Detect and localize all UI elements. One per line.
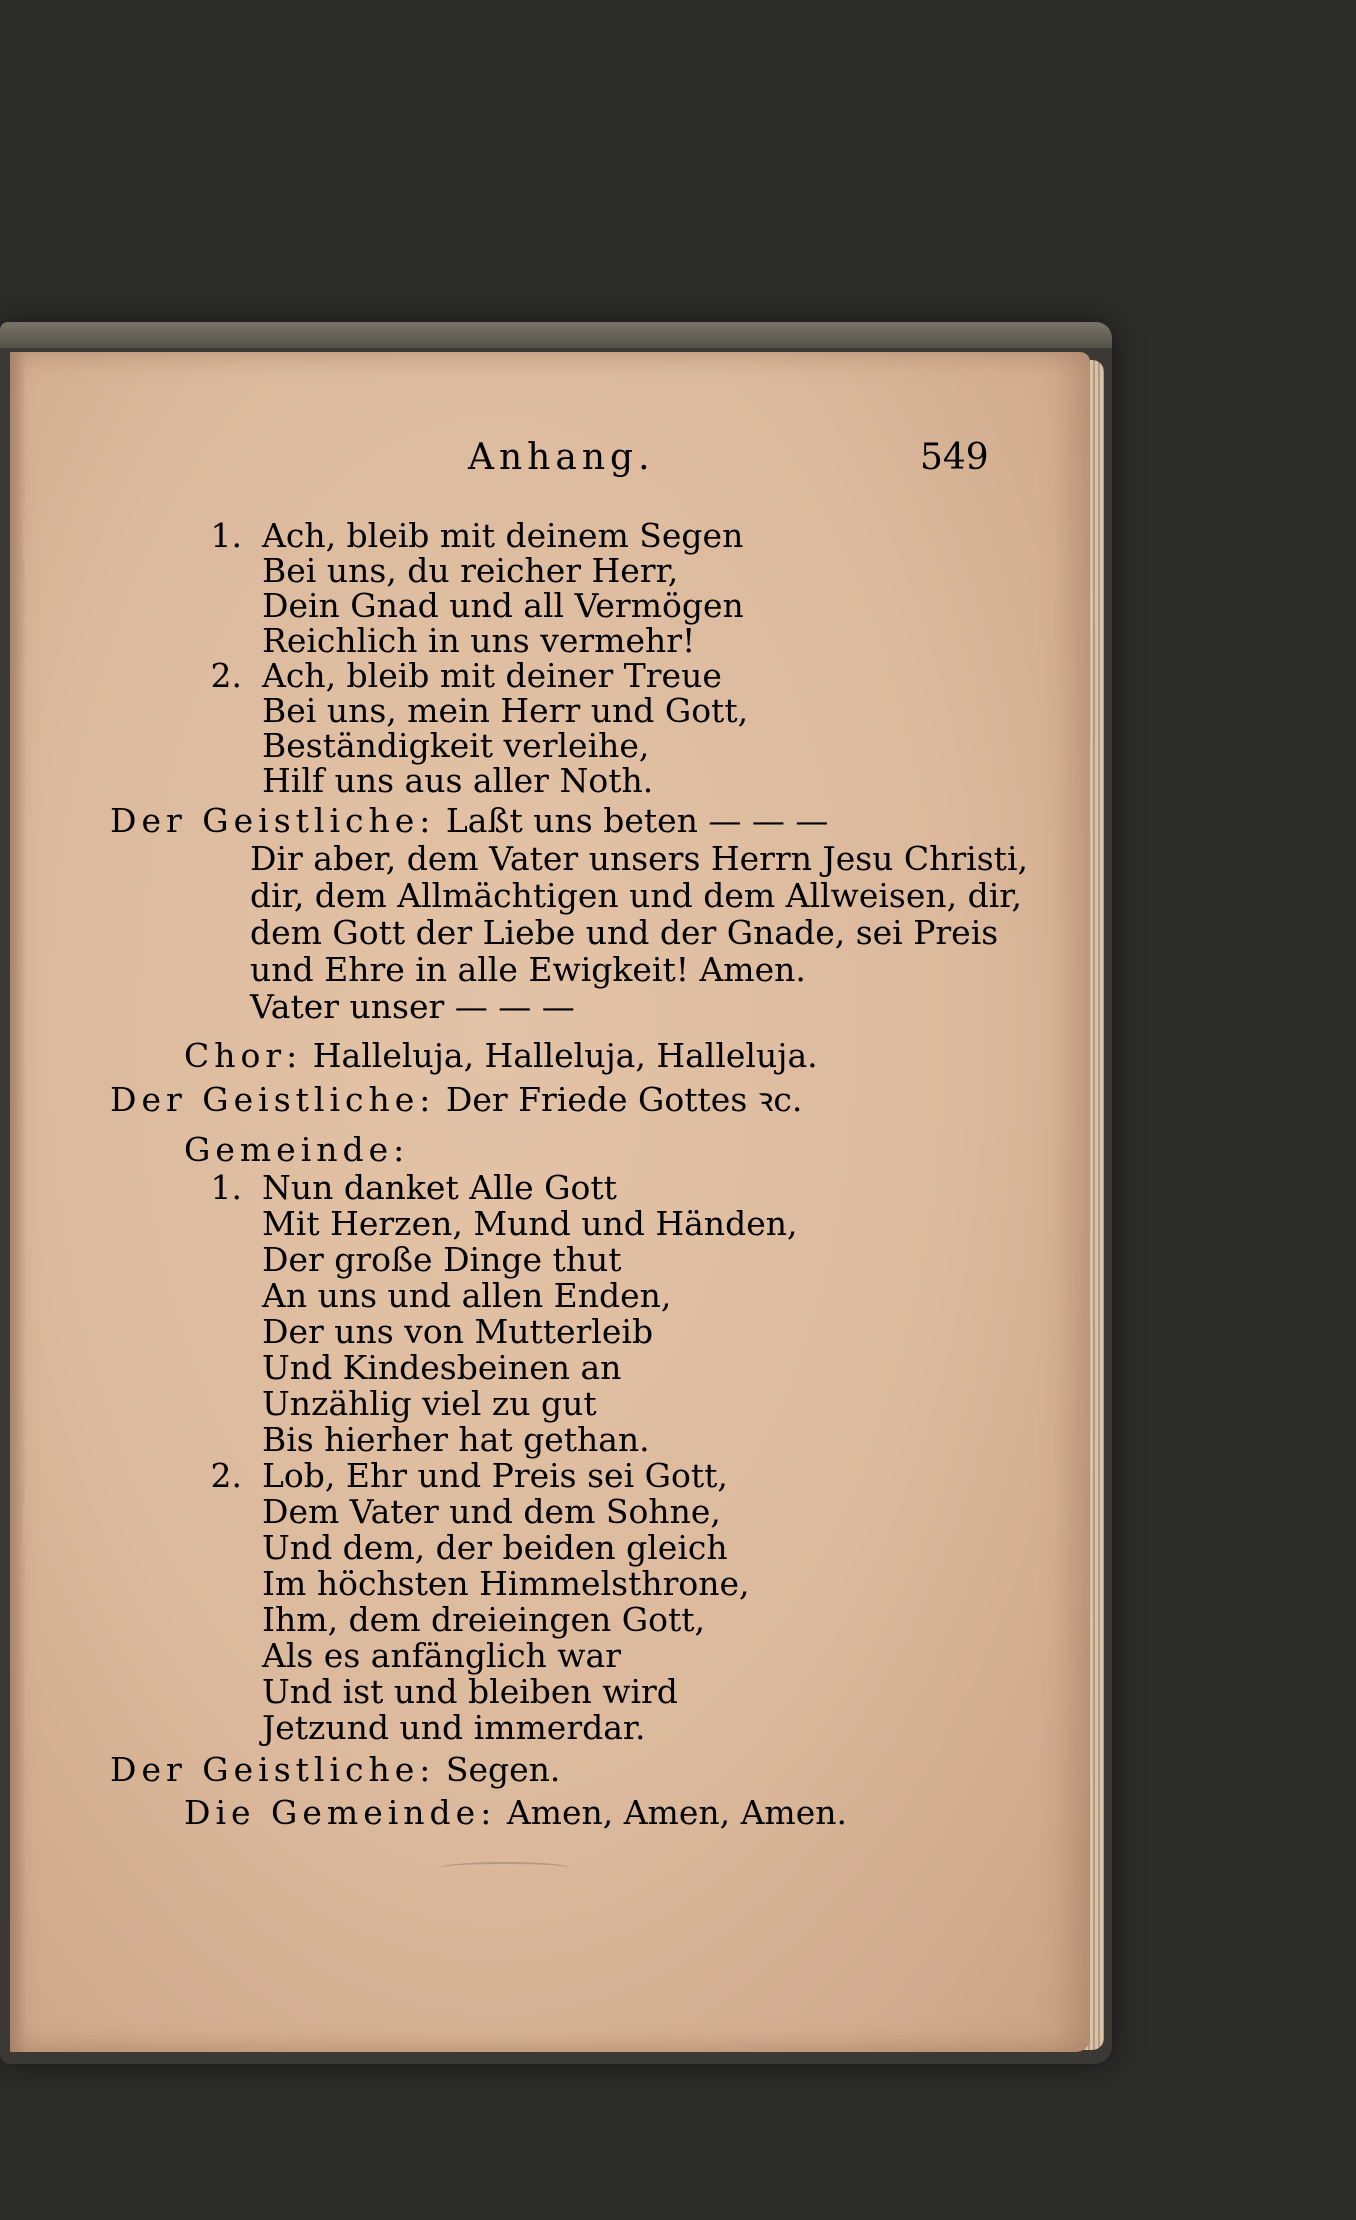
gemeinde-stanza-1-line-6: Und Kindesbeinen an	[262, 1348, 622, 1387]
gemeinde-stanza-2-line-3: Und dem, der beiden gleich	[262, 1528, 728, 1567]
prayer-line-5: Vater unser — — —	[250, 987, 575, 1026]
segen-line: Der Geistliche: Segen.	[110, 1750, 561, 1789]
running-header: Anhang.	[468, 437, 655, 478]
gemeinde-stanza-2-line-1: 2. Lob, Ehr und Preis sei Gott,	[186, 1458, 728, 1494]
stanza-number: 2.	[210, 1456, 242, 1495]
stanza-1-line-2: Bei uns, du reicher Herr,	[262, 551, 679, 590]
gemeinde-stanza-1-line-5: Der uns von Mutterleib	[262, 1312, 654, 1351]
prayer-line-2: dir, dem Allmächtigen und dem Allweisen, dir,	[250, 876, 1022, 915]
stanza-1-line-3: Dein Gnad und all Vermögen	[262, 586, 744, 625]
speaker-label: Der Geistliche:	[110, 1080, 436, 1119]
gemeinde-stanza-1-line-2: Mit Herzen, Mund und Händen,	[262, 1204, 798, 1243]
stanza-1-line-1: 1. Ach, bleib mit deinem Segen	[186, 518, 743, 554]
stanza-1-line-4: Reichlich in uns vermehr!	[262, 621, 696, 660]
gemeinde-stanza-2-line-2: Dem Vater und dem Sohne,	[262, 1492, 721, 1531]
gemeinde-stanza-2-line-4: Im höchsten Himmelsthrone,	[262, 1564, 750, 1603]
gemeinde-stanza-1-line-1: 1. Nun danket Alle Gott	[186, 1170, 617, 1206]
speaker-label: Der Geistliche:	[110, 1750, 436, 1789]
stanza-number: 1.	[210, 516, 242, 555]
prayer-intro: Der Geistliche: Laßt uns beten — — —	[110, 801, 829, 840]
gemeinde-stanza-2-line-8: Jetzund und immerdar.	[262, 1708, 646, 1747]
page-number: 549	[920, 437, 989, 478]
stanza-number: 1.	[210, 1168, 242, 1207]
friede-line: Der Geistliche: Der Friede Gottes ꝛc.	[110, 1080, 803, 1119]
amen-line: Die Gemeinde: Amen, Amen, Amen.	[184, 1793, 847, 1832]
prayer-line-4: und Ehre in alle Ewigkeit! Amen.	[250, 950, 806, 989]
gemeinde-stanza-2-line-7: Und ist und bleiben wird	[262, 1672, 678, 1711]
page-gutter	[10, 352, 26, 2052]
gemeinde-stanza-1-line-4: An uns und allen Enden,	[262, 1276, 672, 1315]
gemeinde-stanza-2-line-5: Ihm, dem dreieingen Gott,	[262, 1600, 705, 1639]
speaker-label: Die Gemeinde:	[184, 1793, 497, 1832]
gemeinde-stanza-2-line-6: Als es anfänglich war	[262, 1636, 621, 1675]
closing-ornament	[440, 1862, 570, 1874]
stanza-number: 2.	[210, 656, 242, 695]
stanza-2-line-1: 2. Ach, bleib mit deiner Treue	[186, 658, 722, 694]
stanza-2-line-3: Beständigkeit verleihe,	[262, 726, 650, 765]
cover-top-edge	[0, 322, 1112, 348]
stanza-2-line-2: Bei uns, mein Herr und Gott,	[262, 691, 749, 730]
speaker-label: Der Geistliche:	[110, 801, 436, 840]
gemeinde-stanza-1-line-7: Unzählig viel zu gut	[262, 1384, 597, 1423]
stanza-2-line-4: Hilf uns aus aller Noth.	[262, 761, 654, 800]
prayer-line-3: dem Gott der Liebe und der Gnade, sei Preis	[250, 913, 999, 952]
gemeinde-stanza-1-line-8: Bis hierher hat gethan.	[262, 1420, 650, 1459]
speaker-label: Chor:	[184, 1036, 303, 1075]
gemeinde-stanza-1-line-3: Der große Dinge thut	[262, 1240, 622, 1279]
gemeinde-label: Gemeinde:	[184, 1130, 410, 1169]
chor-line: Chor: Halleluja, Halleluja, Halleluja.	[184, 1036, 818, 1075]
prayer-line-1: Dir aber, dem Vater unsers Herrn Jesu Christi,	[250, 839, 1028, 878]
